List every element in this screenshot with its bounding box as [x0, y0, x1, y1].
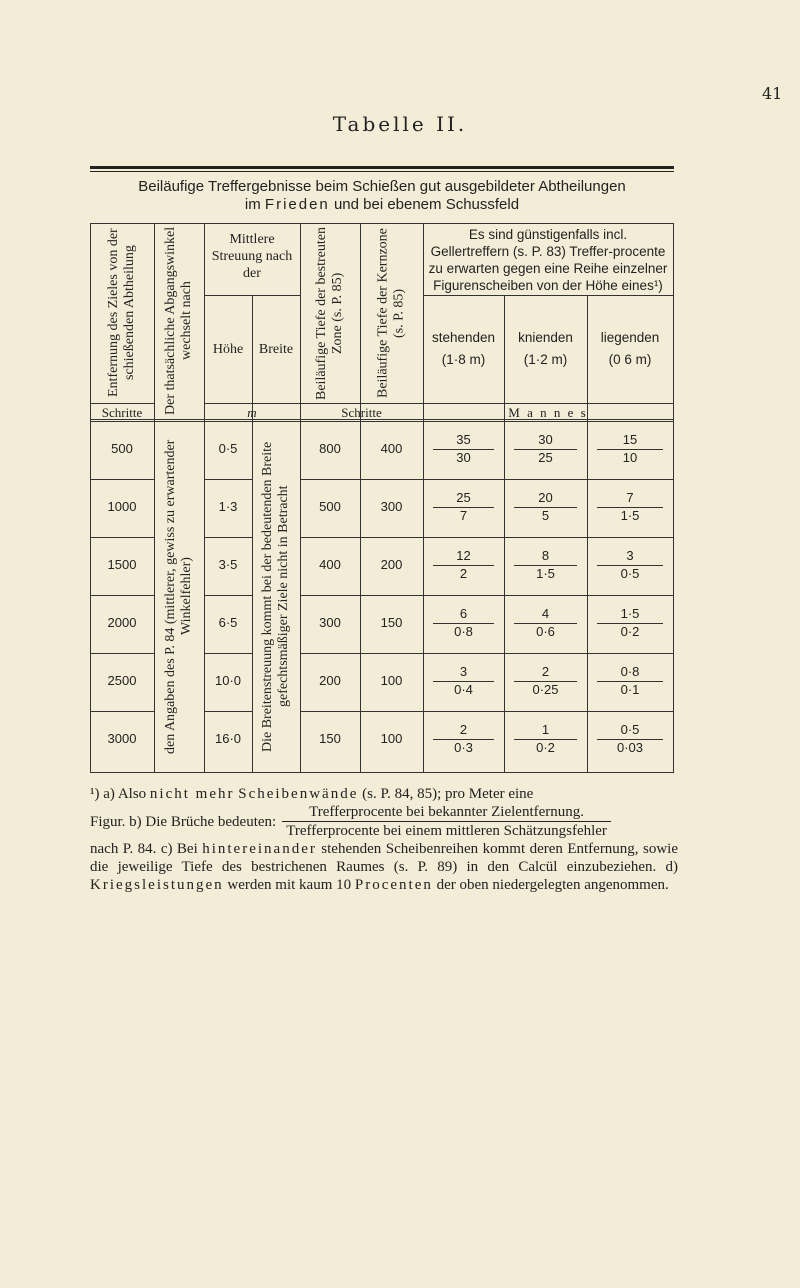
- footnote-a: [90, 785, 678, 803]
- cell-height: 3·5: [218, 557, 238, 572]
- top-rule: [90, 166, 674, 169]
- header-width: Breite: [258, 342, 294, 357]
- cell-lying: [587, 432, 673, 466]
- header-depth-core: Beiläufige Tiefe der Kernzone (s. P. 85): [375, 228, 407, 398]
- cell-lying: [587, 664, 673, 698]
- cell-kneeling: [504, 606, 587, 640]
- cell-standing-numerator: 35: [456, 432, 471, 447]
- cell-distance: 2500: [107, 673, 137, 688]
- footnote-b-numerator: Trefferprocente bei bekannter Zielentfernung.: [282, 803, 611, 822]
- top-rule-thin: [90, 171, 674, 172]
- cell-kneeling-numerator: 30: [538, 432, 553, 447]
- cell-depth-core: 100: [380, 731, 403, 746]
- row-line: [90, 537, 154, 538]
- cell-lying-numerator: 0·5: [620, 722, 640, 737]
- footnote-c-pre: nach P. 84. c) Bei: [90, 841, 198, 857]
- row-line: [300, 595, 674, 596]
- cell-depth-spread: 150: [319, 731, 341, 746]
- header-lying-label: liegenden: [600, 330, 660, 345]
- cell-kneeling-denominator: 0·6: [514, 623, 577, 640]
- cell-height: 16·0: [214, 731, 242, 746]
- cell-depth-core: 200: [380, 557, 403, 572]
- caption-line-2: [90, 196, 674, 214]
- cell-standing-numerator: 25: [456, 490, 471, 505]
- footnote-b-denominator: Trefferprocente bei einem mittleren Schätzungsfehler: [286, 823, 607, 839]
- col-line: [204, 223, 205, 773]
- cell-distance: 1000: [107, 499, 137, 514]
- cell-kneeling-numerator: 1: [541, 722, 550, 737]
- cell-standing: [423, 432, 504, 466]
- row-line: [90, 479, 154, 480]
- cell-kneeling-denominator: 0·2: [514, 739, 577, 756]
- header-kneeling: [504, 327, 587, 371]
- cell-distance: 2000: [107, 615, 137, 630]
- cell-lying: [587, 722, 673, 756]
- cell-standing-denominator: 0·4: [433, 681, 494, 698]
- cell-lying: [587, 490, 673, 524]
- cell-standing: [423, 548, 504, 582]
- header-lying-height: (0 6 m): [608, 352, 652, 367]
- header-height: Höhe: [212, 342, 244, 357]
- header-standing: [423, 327, 504, 371]
- cell-lying-denominator: 0·5: [597, 565, 663, 582]
- cell-depth-spread: 400: [319, 557, 341, 572]
- cell-standing-numerator: 6: [459, 606, 468, 621]
- cell-standing-denominator: 2: [433, 565, 494, 582]
- caption-line-2-pre: im: [244, 196, 261, 213]
- header-angle: Der thatsächliche Abgangswinkel wechselt nach: [163, 226, 194, 416]
- cell-lying-denominator: 0·1: [597, 681, 663, 698]
- cell-height: 0·5: [218, 441, 238, 456]
- row-line: [90, 653, 154, 654]
- cell-kneeling: [504, 664, 587, 698]
- header-standing-height: (1·8 m): [441, 352, 486, 367]
- cell-kneeling-denominator: 0·25: [514, 681, 577, 698]
- row-line: [90, 595, 154, 596]
- row-line: [423, 295, 673, 296]
- cell-kneeling: [504, 722, 587, 756]
- footnote-c-spaced: hintereinander: [202, 841, 317, 857]
- caption-line-2-post: und bei ebenem Schussfeld: [333, 196, 520, 213]
- cell-depth-spread: 300: [319, 615, 341, 630]
- footnote-c-post: stehenden Scheibenreihen kommt deren Entfernung, sowie die jeweilige Tiefe des bestrichenen Raumes (s. P. 89) in den Calcül einzubeziehen. d): [90, 841, 679, 875]
- cell-lying-denominator: 10: [597, 449, 663, 466]
- cell-kneeling: [504, 490, 587, 524]
- footnote-d-spaced2: Procenten: [354, 877, 433, 893]
- cell-standing-denominator: 7: [433, 507, 494, 524]
- cell-lying-denominator: 0·2: [597, 623, 663, 640]
- header-spread: Mittlere Streuung nach der: [211, 232, 293, 281]
- cell-height: 10·0: [214, 673, 242, 688]
- unit-m: m: [247, 405, 257, 420]
- cell-standing: [423, 664, 504, 698]
- header-expect: Es sind günstigenfalls incl. Gellertreffern (s. P. 83) Treffer-procente zu erwarten gegen eine Reihe einzelner Figurenscheiben von der Höhe eines¹): [428, 227, 668, 293]
- row-line: [204, 595, 252, 596]
- row-line: [90, 711, 154, 712]
- footnote-a-pre: ¹) a) Also: [90, 786, 147, 802]
- cell-standing-numerator: 2: [459, 722, 468, 737]
- footnote-d-post: der oben niedergelegten angenommen.: [436, 877, 669, 893]
- footnote-b-label: Figur. b) Die Brüche bedeuten:: [90, 813, 277, 830]
- cell-kneeling: [504, 548, 587, 582]
- cell-height: 6·5: [218, 615, 238, 630]
- cell-lying-numerator: 3: [626, 548, 634, 563]
- footnote-a-post: (s. P. 84, 85); pro Meter eine: [362, 786, 534, 802]
- cell-kneeling-denominator: 25: [514, 449, 577, 466]
- unit-mannes: M a n n e s: [508, 405, 588, 420]
- cell-distance: 1500: [107, 557, 137, 572]
- cell-depth-core: 100: [380, 673, 403, 688]
- page-number: 41: [762, 84, 783, 103]
- footnote-c: [90, 840, 678, 894]
- cell-lying-numerator: 0·8: [620, 664, 640, 679]
- row-line: [204, 479, 252, 480]
- cell-depth-core: 150: [380, 615, 403, 630]
- cell-lying-numerator: 15: [622, 432, 638, 447]
- cell-lying-numerator: 7: [626, 490, 634, 505]
- cell-kneeling-numerator: 4: [541, 606, 550, 621]
- table-caption: [90, 178, 674, 214]
- cell-kneeling-numerator: 20: [538, 490, 553, 505]
- cell-lying-numerator: 1·5: [620, 606, 640, 621]
- unit-schritte-1: Schritte: [101, 405, 143, 420]
- width-note: Die Breitenstreuung kommt bei der bedeutenden Breite gefechtsmäßiger Ziele nicht in Betracht: [260, 441, 291, 752]
- table-border-right: [673, 223, 674, 773]
- row-line: [204, 295, 300, 296]
- header-standing-label: stehenden: [431, 330, 496, 345]
- cell-standing: [423, 490, 504, 524]
- footnote-a-spaced: nicht mehr: [149, 786, 235, 802]
- results-table: [90, 223, 674, 773]
- cell-kneeling-denominator: 5: [514, 507, 577, 524]
- cell-kneeling-denominator: 1·5: [514, 565, 577, 582]
- caption-line-1: Beiläufige Treffergebnisse beim Schießen gut ausgebildeter Abtheilungen: [138, 178, 626, 195]
- cell-depth-spread: 800: [319, 441, 341, 456]
- table-title: Tabelle II.: [332, 112, 468, 136]
- caption-line-2-spaced: Frieden: [264, 196, 330, 213]
- cell-distance: 3000: [107, 731, 137, 746]
- cell-standing-denominator: 0·3: [433, 739, 494, 756]
- cell-depth-core: 400: [380, 441, 403, 456]
- cell-depth-spread: 200: [319, 673, 341, 688]
- cell-standing: [423, 722, 504, 756]
- row-line: [204, 711, 252, 712]
- cell-lying: [587, 548, 673, 582]
- cell-lying-denominator: 0·03: [597, 739, 663, 756]
- footnote-d-mid: werden mit kaum 10: [227, 877, 352, 893]
- header-kneeling-label: knienden: [518, 330, 573, 345]
- row-line: [300, 653, 674, 654]
- angle-note: den Angaben des P. 84 (mittlerer, gewiss zu erwartender Winkelfehler): [163, 439, 194, 754]
- cell-lying-denominator: 1·5: [597, 507, 663, 524]
- footnote: [90, 785, 678, 894]
- row-line: [204, 653, 252, 654]
- cell-kneeling-numerator: 8: [541, 548, 550, 563]
- cell-standing-numerator: 12: [456, 548, 471, 563]
- cell-standing: [423, 606, 504, 640]
- footnote-b-fraction: [282, 803, 611, 840]
- header-lying: [587, 327, 673, 371]
- cell-standing-denominator: 0·8: [433, 623, 494, 640]
- footnote-d-spaced: Kriegsleistungen: [90, 877, 224, 893]
- row-line: [300, 711, 674, 712]
- row-line: [300, 479, 674, 480]
- cell-standing-numerator: 3: [459, 664, 468, 679]
- cell-depth-core: 300: [380, 499, 403, 514]
- header-kneeling-height: (1·2 m): [523, 352, 568, 367]
- cell-lying: [587, 606, 673, 640]
- row-line: [204, 537, 252, 538]
- cell-kneeling: [504, 432, 587, 466]
- unit-schritte-2: Schritte: [341, 405, 382, 420]
- row-line: [300, 537, 674, 538]
- header-depth-spread: Beiläufige Tiefe der bestreuten Zone (s. P. 85): [314, 226, 345, 400]
- cell-height: 1·3: [218, 499, 238, 514]
- header-distance: Entfernung des Zieles von der schießenden Abtheilung: [106, 228, 137, 398]
- cell-depth-spread: 500: [319, 499, 341, 514]
- cell-distance: 500: [111, 441, 133, 456]
- cell-kneeling-numerator: 2: [541, 664, 550, 679]
- cell-standing-denominator: 30: [433, 449, 494, 466]
- footnote-b: [90, 803, 678, 840]
- footnote-a-mid: Scheibenwände: [238, 786, 359, 802]
